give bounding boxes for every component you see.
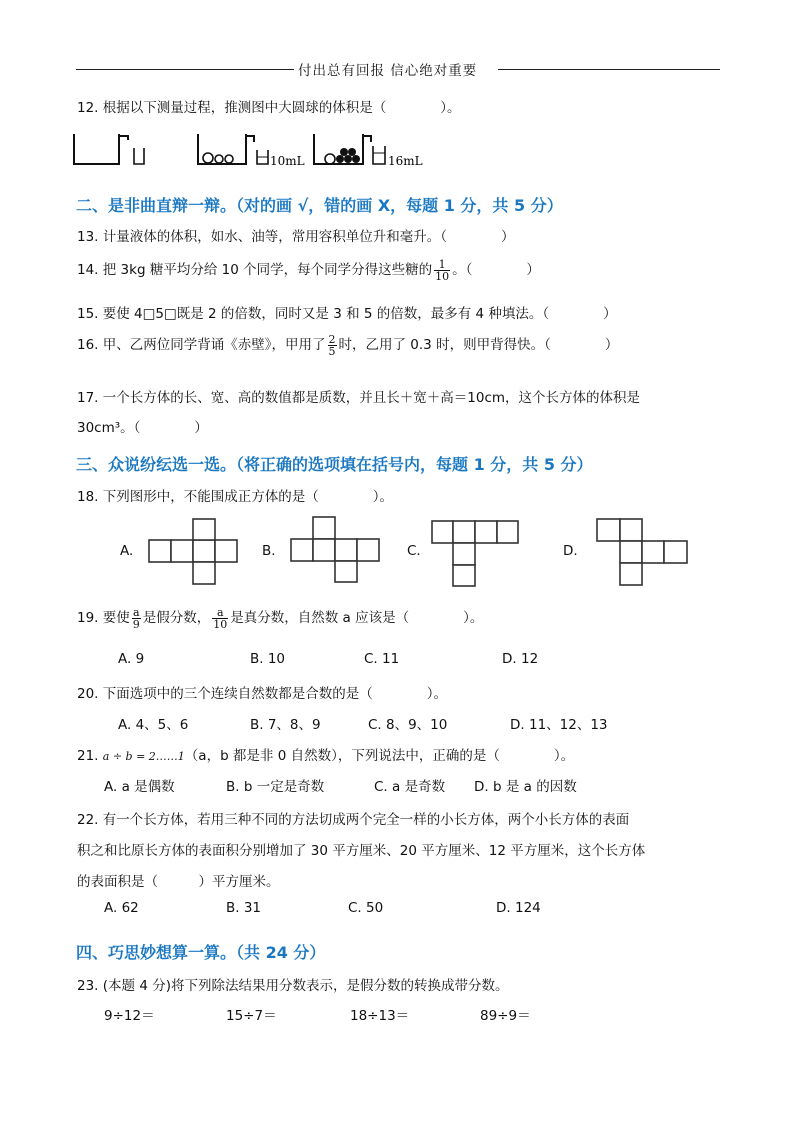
q20-option-a: A. 4、5、6 [118, 717, 189, 733]
question-22-line-1: 22. 有一个长方体，若用三种不同的方法切成两个完全一样的小长方体，两个小长方体的表面 [77, 812, 630, 828]
section-4-title: 四、巧思妙想算一算。（共 24 分） [76, 943, 326, 962]
section-2-title: 二、是非曲直辩一辩。（对的画 √，错的画 X，每题 1 分，共 5 分） [76, 196, 563, 215]
section-3-title: 三、众说纷纭选一选。（将正确的选项填在括号内，每题 1 分，共 5 分） [76, 455, 593, 474]
fraction-a-9 [132, 607, 141, 630]
option-c-label: C. [407, 543, 421, 559]
option-d-label: D. [563, 543, 578, 559]
question-16-text: 16. 甲、乙两位同学背诵《赤壁》，甲用了 [77, 337, 326, 353]
question-22-line-3: 的表面积是（ ）平方厘米。 [77, 874, 280, 890]
fraction-denominator: 5 [328, 344, 336, 358]
question-16-tail: 时，乙用了 0.3 时，则甲背得快。（ ） [338, 337, 619, 353]
q19-option-d: D. 12 [502, 651, 539, 667]
fraction-denominator: 9 [132, 617, 140, 631]
q21-option-b: B. b 一定是奇数 [226, 779, 325, 795]
q23-item-4: 89÷9＝ [480, 1008, 531, 1024]
fraction-2-5 [328, 334, 337, 357]
fraction-a-10 [212, 607, 228, 630]
question-21-text: （a，b 都是非 0 自然数），下列说法中，正确的是（ ）。 [184, 748, 575, 764]
q21-option-c: C. a 是奇数 [374, 779, 446, 795]
question-19-mid: 是假分数， [142, 610, 211, 626]
question-21-number: 21. [77, 748, 103, 764]
question-12: 12. 根据以下测量过程，推测图中大圆球的体积是（ ）。 [77, 100, 461, 116]
volume-label-10ml: 10mL [270, 154, 305, 168]
question-15: 15. 要使 4□5□既是 2 的倍数，同时又是 3 和 5 的倍数，最多有 4 种填法。（ ） [77, 306, 617, 322]
header-rule-right [498, 69, 720, 70]
q20-option-d: D. 11、12、13 [510, 717, 608, 733]
q20-option-c: C. 8、9、10 [368, 717, 448, 733]
q20-option-b: B. 7、8、9 [250, 717, 321, 733]
question-19-tail: 是真分数，自然数 a 应该是（ ）。 [230, 610, 484, 626]
cube-net-c [431, 520, 521, 588]
cube-net-a [148, 518, 240, 586]
container-empty [74, 134, 144, 164]
cube-net-b [290, 516, 382, 584]
question-13: 13. 计量液体的体积，如水、油等，常用容积单位升和毫升。（ ） [77, 229, 515, 245]
fraction-numerator: a [132, 605, 140, 619]
question-17-line-2: 30cm³。（ ） [77, 420, 208, 436]
q22-option-a: A. 62 [104, 900, 139, 916]
fraction-denominator: 10 [213, 617, 228, 631]
volume-label-16ml: 16mL [388, 154, 423, 168]
q19-option-b: B. 10 [250, 651, 286, 667]
fraction-numerator: 2 [328, 332, 336, 346]
fraction-1-10 [434, 259, 450, 282]
q19-option-a: A. 9 [118, 651, 145, 667]
q23-item-3: 18÷13＝ [350, 1008, 410, 1024]
fraction-numerator: 1 [438, 257, 446, 271]
option-a-label: A. [120, 543, 134, 559]
division-expression: a ÷ b = 2……1 [102, 750, 185, 763]
question-21 [77, 744, 574, 764]
container-big-ball [314, 134, 385, 164]
cube-net-d [596, 518, 690, 588]
q19-option-c: C. 11 [364, 651, 400, 667]
question-23: 23. (本题 4 分)将下列除法结果用分数表示，是假分数的转换成带分数。 [77, 978, 509, 994]
q23-item-1: 9÷12＝ [104, 1008, 155, 1024]
q23-item-2: 15÷7＝ [226, 1008, 277, 1024]
q22-option-c: C. 50 [348, 900, 384, 916]
fraction-denominator: 10 [435, 269, 450, 283]
header-rule-left [76, 69, 294, 70]
fraction-numerator: a [216, 605, 224, 619]
question-22-line-2: 积之和比原长方体的表面积分别增加了 30 平方厘米、20 平方厘米、12 平方厘米，这个长方体 [77, 843, 646, 859]
q21-option-a: A. a 是偶数 [104, 779, 175, 795]
option-b-label: B. [262, 543, 276, 559]
question-14-text: 14. 把 3kg 糖平均分给 10 个同学，每个同学分得这些糖的 [77, 262, 433, 278]
question-17-line-1: 17. 一个长方体的长、宽、高的数值都是质数，并且长＋宽＋高＝10cm，这个长方体的体积是 [77, 390, 641, 406]
container-small-balls [198, 134, 268, 164]
question-19-text: 19. 要使 [77, 610, 130, 626]
question-14 [77, 258, 540, 282]
header-motto: 付出总有回报 信心绝对重要 [298, 63, 478, 79]
q22-option-d: D. 124 [496, 900, 541, 916]
question-14-tail: 。（ ） [452, 262, 540, 278]
question-16 [77, 333, 618, 357]
question-20: 20. 下面选项中的三个连续自然数都是合数的是（ ）。 [77, 686, 448, 702]
q21-option-d: D. b 是 a 的因数 [474, 779, 577, 795]
question-18: 18. 下列图形中，不能围成正方体的是（ ）。 [77, 489, 394, 505]
q22-option-b: B. 31 [226, 900, 262, 916]
measurement-figure [72, 126, 442, 170]
question-19 [77, 606, 483, 630]
